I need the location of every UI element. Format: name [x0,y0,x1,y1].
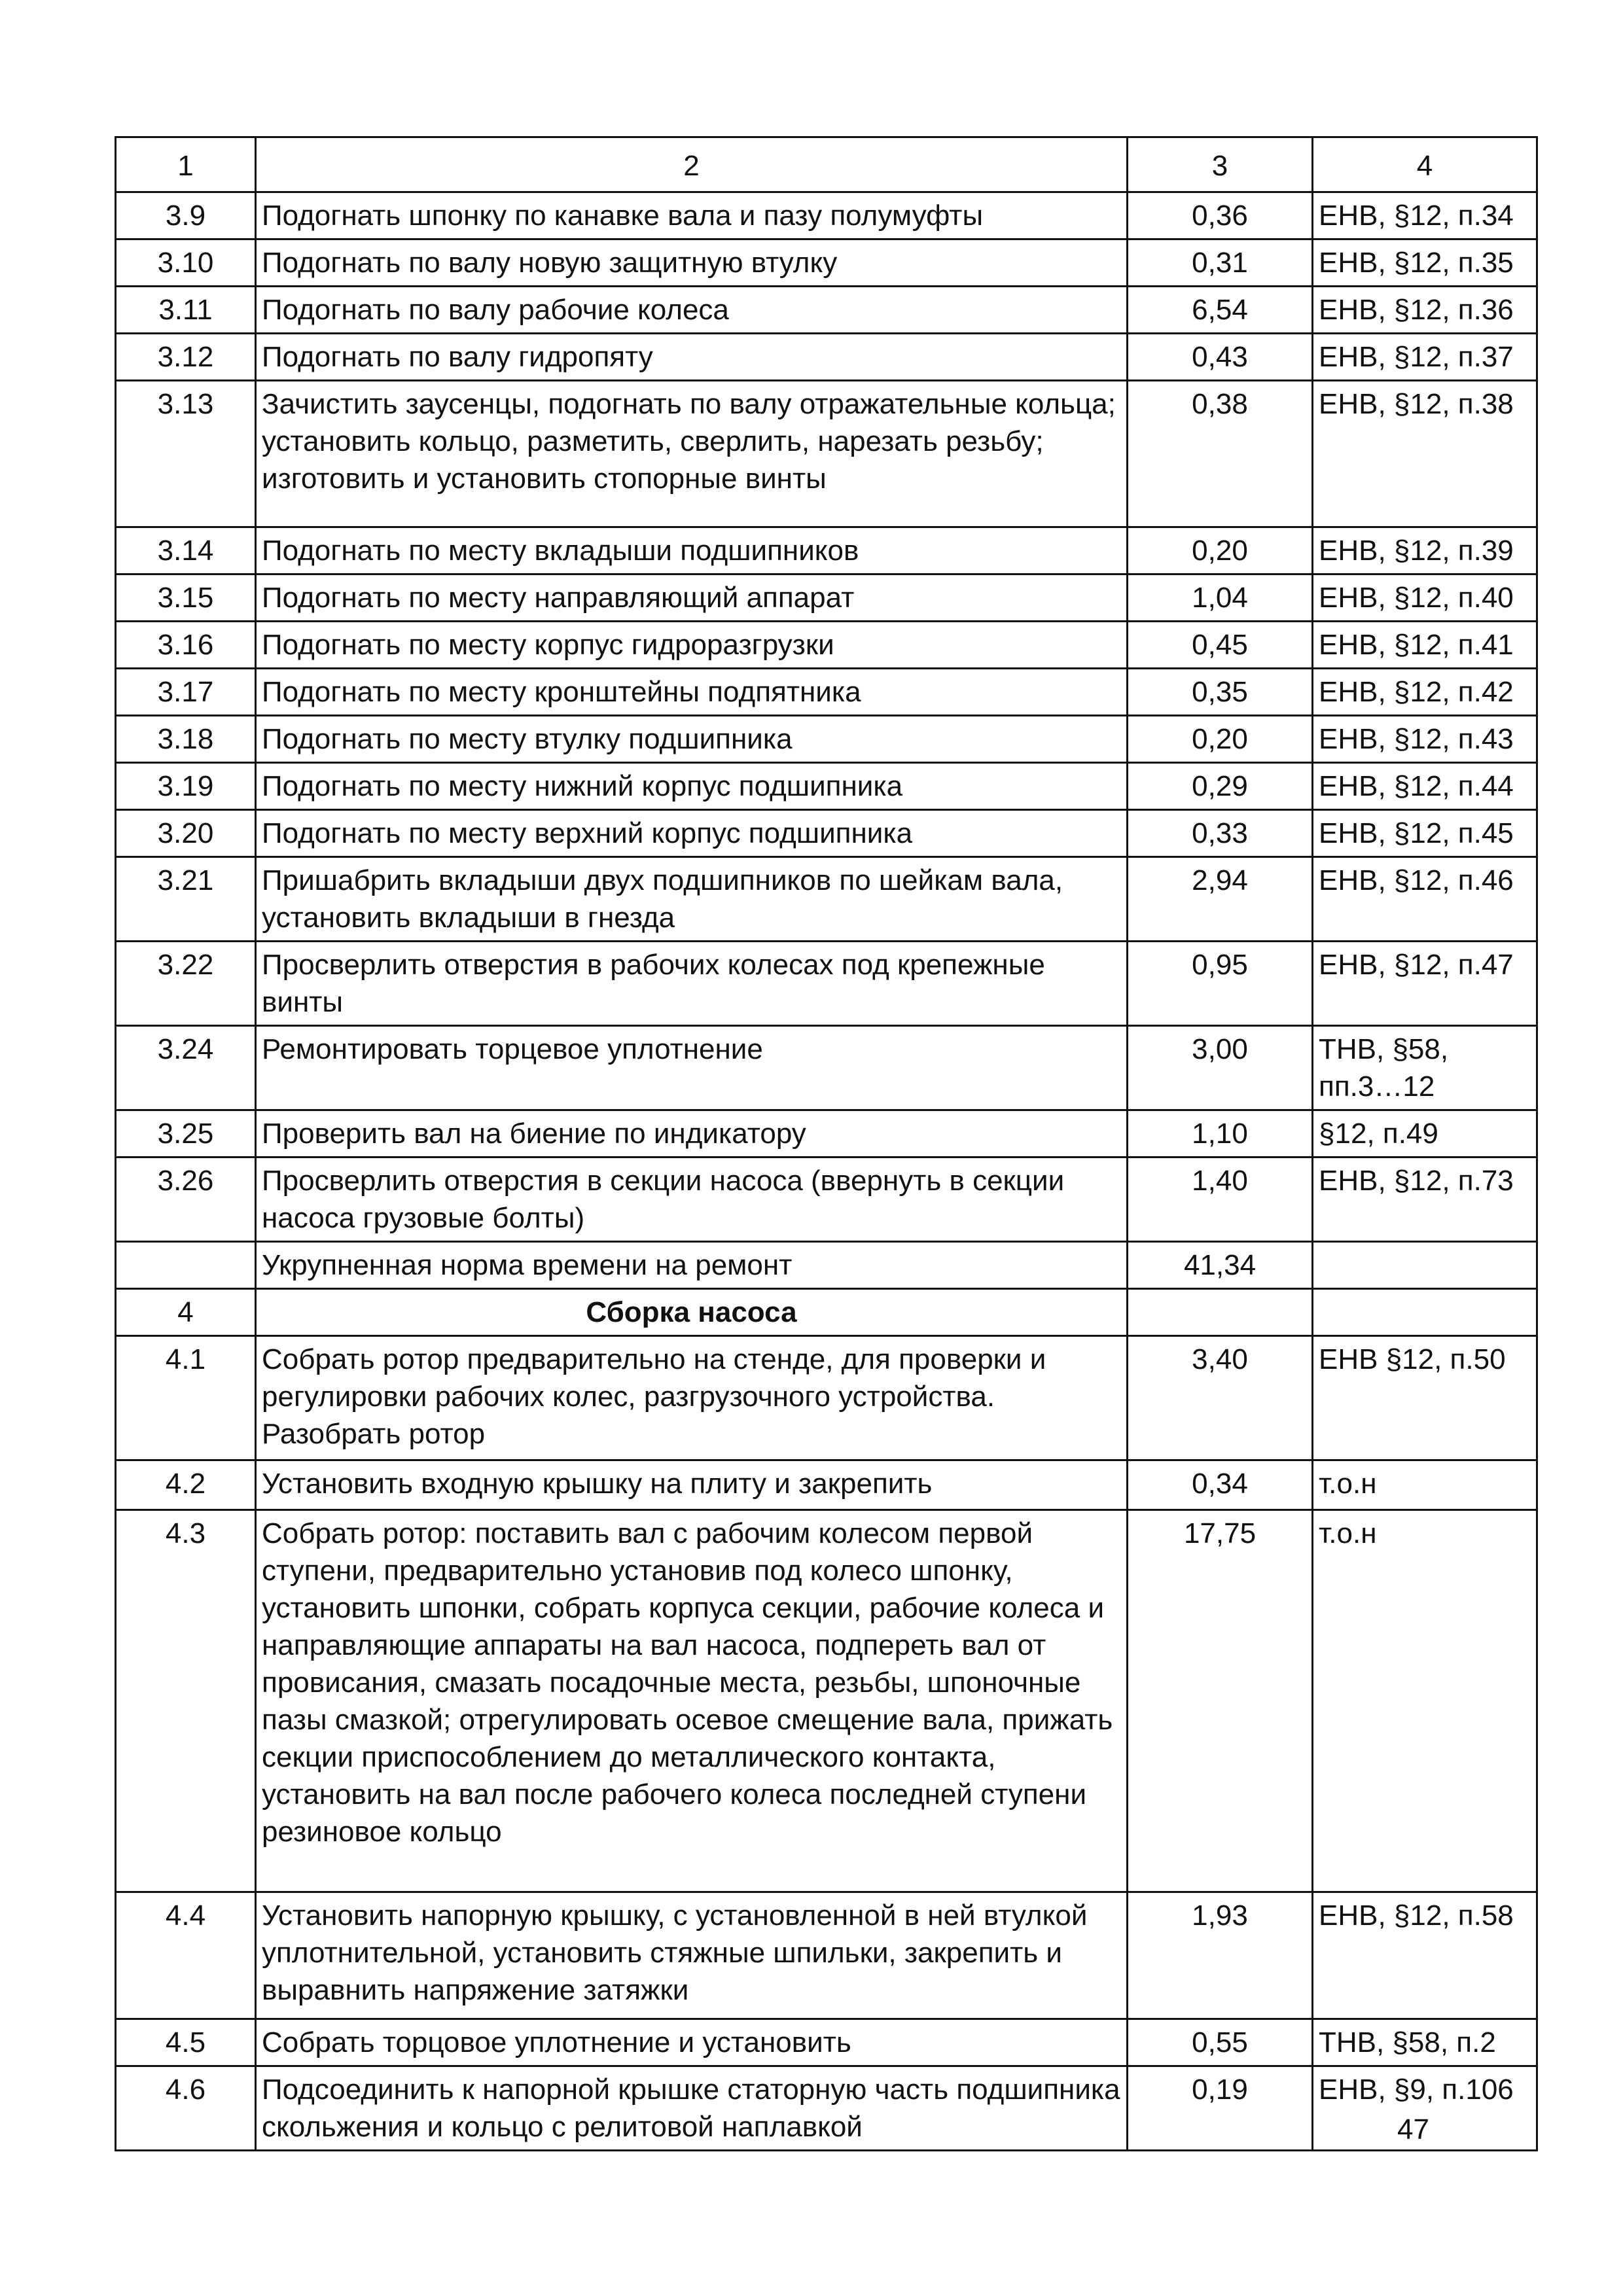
time-norm-cell: 0,33 [1128,810,1313,857]
table-row [116,622,1537,669]
norm-source-cell: ЕНВ, §12, п.46 [1313,857,1537,942]
norm-source-cell: ТНВ, §58, пп.3…12 [1313,1026,1537,1110]
norm-source-cell: ЕНВ, §12, п.39 [1313,527,1537,574]
row-number-cell: 3.20 [116,810,256,857]
operation-description-cell: Подогнать шпонку по канавке вала и пазу полумуфты [256,192,1128,239]
operation-description-cell: Подогнать по месту кронштейны подпятника [256,669,1128,716]
row-number-cell: 3.26 [116,1157,256,1242]
norm-source-cell: ЕНВ, §12, п.42 [1313,669,1537,716]
row-number-cell: 4 [116,1289,256,1336]
time-norm-cell: 1,10 [1128,1110,1313,1157]
table-row [116,2019,1537,2066]
header-cell-3: 3 [1128,137,1313,192]
norm-source-cell: ЕНВ, §12, п.41 [1313,622,1537,669]
time-norm-cell: 0,36 [1128,192,1313,239]
time-norm-cell: 0,34 [1128,1460,1313,1510]
norm-source-cell: ЕНВ, §12, п.35 [1313,239,1537,287]
row-number-cell: 3.13 [116,381,256,527]
norms-table-body [116,137,1537,2151]
table-row [116,1110,1537,1157]
time-norm-cell: 0,38 [1128,381,1313,527]
row-number-cell: 3.14 [116,527,256,574]
row-number-cell: 4.4 [116,1892,256,2019]
operation-description-cell: Просверлить отверстия в рабочих колесах под крепежные винты [256,942,1128,1026]
operation-description-cell: Просверлить отверстия в секции насоса (ввернуть в секции насоса грузовые болты) [256,1157,1128,1242]
row-number-cell: 4.6 [116,2066,256,2151]
time-norm-cell: 0,43 [1128,334,1313,381]
norm-source-cell: ЕНВ §12, п.50 [1313,1336,1537,1460]
row-number-cell: 3.18 [116,716,256,763]
operation-description-cell: Установить входную крышку на плиту и закрепить [256,1460,1128,1510]
page-number: 47 [1397,2113,1429,2146]
row-number-cell: 3.10 [116,239,256,287]
norm-source-cell: ЕНВ, §12, п.45 [1313,810,1537,857]
section-row [116,1289,1537,1336]
row-number-cell: 3.22 [116,942,256,1026]
row-number-cell: 3.21 [116,857,256,942]
row-number-cell: 4.3 [116,1510,256,1892]
time-norm-cell: 0,29 [1128,763,1313,810]
norm-source-cell: §12, п.49 [1313,1110,1537,1157]
row-number-cell: 3.19 [116,763,256,810]
header-cell-2: 2 [256,137,1128,192]
norm-source-cell [1313,1242,1537,1289]
operation-description-cell: Подогнать по месту корпус гидроразгрузки [256,622,1128,669]
operation-description-cell: Собрать торцовое уплотнение и установить [256,2019,1128,2066]
table-row [116,1242,1537,1289]
norm-source-cell: ЕНВ, §12, п.37 [1313,334,1537,381]
table-row [116,527,1537,574]
norm-source-cell: ЕНВ, §12, п.47 [1313,942,1537,1026]
row-number-cell: 4.1 [116,1336,256,1460]
table-row [116,1157,1537,1242]
row-number-cell [116,1242,256,1289]
header-cell-1: 1 [116,137,256,192]
table-row [116,716,1537,763]
time-norm-cell: 0,35 [1128,669,1313,716]
section-title-cell: Сборка насоса [256,1289,1128,1336]
norms-table [115,136,1538,2151]
row-number-cell: 3.17 [116,669,256,716]
table-row [116,669,1537,716]
operation-description-cell: Проверить вал на биение по индикатору [256,1110,1128,1157]
norm-source-cell: т.о.н [1313,1510,1537,1892]
table-row [116,1026,1537,1110]
norm-source-cell: ЕНВ, §12, п.58 [1313,1892,1537,2019]
time-norm-cell: 1,93 [1128,1892,1313,2019]
header-row [116,137,1537,192]
table-row [116,1892,1537,2019]
norm-source-cell: ЕНВ, §12, п.43 [1313,716,1537,763]
table-row [116,857,1537,942]
time-norm-cell: 0,20 [1128,527,1313,574]
table-row [116,574,1537,622]
table-row [116,1336,1537,1460]
time-norm-cell: 3,40 [1128,1336,1313,1460]
row-number-cell: 3.11 [116,287,256,334]
time-norm-cell: 1,40 [1128,1157,1313,1242]
norm-source-cell: т.о.н [1313,1460,1537,1510]
row-number-cell: 3.12 [116,334,256,381]
norm-source-cell: ЕНВ, §12, п.73 [1313,1157,1537,1242]
operation-description-cell: Ремонтировать торцевое уплотнение [256,1026,1128,1110]
header-cell-4: 4 [1313,137,1537,192]
operation-description-cell: Подсоединить к напорной крышке статорную часть подшипника скольжения и кольцо с релитовой наплавкой [256,2066,1128,2151]
row-number-cell: 3.9 [116,192,256,239]
time-norm-cell: 0,19 [1128,2066,1313,2151]
table-row [116,287,1537,334]
row-number-cell: 3.16 [116,622,256,669]
time-norm-cell [1128,1289,1313,1336]
operation-description-cell: Подогнать по валу рабочие колеса [256,287,1128,334]
table-row [116,810,1537,857]
table-row [116,2066,1537,2151]
time-norm-cell: 0,95 [1128,942,1313,1026]
time-norm-cell: 17,75 [1128,1510,1313,1892]
time-norm-cell: 41,34 [1128,1242,1313,1289]
table-row [116,1460,1537,1510]
norm-source-cell: ЕНВ, §12, п.44 [1313,763,1537,810]
table-row [116,763,1537,810]
norm-source-cell: ЕНВ, §12, п.40 [1313,574,1537,622]
norm-source-cell: ЕНВ, §12, п.38 [1313,381,1537,527]
table-row [116,239,1537,287]
time-norm-cell: 6,54 [1128,287,1313,334]
time-norm-cell: 0,20 [1128,716,1313,763]
operation-description-cell: Подогнать по месту верхний корпус подшипника [256,810,1128,857]
time-norm-cell: 0,31 [1128,239,1313,287]
norm-source-cell: ТНВ, §58, п.2 [1313,2019,1537,2066]
operation-description-cell: Собрать ротор: поставить вал с рабочим колесом первой ступени, предварительно установив под колесо шпонку, установить шпонки, собрать корпуса секции, рабочие колеса и направляющие аппараты на вал насоса, подпереть вал от провисания, смазать посадочные места, резьбы, шпоночные пазы смазкой; отрегулировать осевое смещение вала, прижать секции приспособлением до металлического контакта, установить на вал после рабочего колеса последней ступени резиновое кольцо [256,1510,1128,1892]
operation-description-cell: Подогнать по месту вкладыши подшипников [256,527,1128,574]
operation-description-cell: Подогнать по месту нижний корпус подшипника [256,763,1128,810]
operation-description-cell: Подогнать по месту втулку подшипника [256,716,1128,763]
operation-description-cell: Подогнать по валу новую защитную втулку [256,239,1128,287]
row-number-cell: 4.5 [116,2019,256,2066]
time-norm-cell: 1,04 [1128,574,1313,622]
time-norm-cell: 2,94 [1128,857,1313,942]
table-row [116,1510,1537,1892]
time-norm-cell: 3,00 [1128,1026,1313,1110]
row-number-cell: 3.25 [116,1110,256,1157]
operation-description-cell: Зачистить заусенцы, подогнать по валу отражательные кольца; установить кольцо, разметить, сверлить, нарезать резьбу; изготовить и установить стопорные винты [256,381,1128,527]
table-row [116,192,1537,239]
norm-source-cell: ЕНВ, §9, п.106 [1313,2066,1537,2151]
operation-description-cell: Укрупненная норма времени на ремонт [256,1242,1128,1289]
table-row [116,942,1537,1026]
norm-source-cell: ЕНВ, §12, п.36 [1313,287,1537,334]
row-number-cell: 3.24 [116,1026,256,1110]
operation-description-cell: Пришабрить вкладыши двух подшипников по шейкам вала, установить вкладыши в гнезда [256,857,1128,942]
operation-description-cell: Подогнать по валу гидропяту [256,334,1128,381]
operation-description-cell: Установить напорную крышку, с установленной в ней втулкой уплотнительной, установить стяжные шпильки, закрепить и выравнить напряжение затяжки [256,1892,1128,2019]
time-norm-cell: 0,55 [1128,2019,1313,2066]
time-norm-cell: 0,45 [1128,622,1313,669]
table-row [116,334,1537,381]
row-number-cell: 3.15 [116,574,256,622]
operation-description-cell: Собрать ротор предварительно на стенде, для проверки и регулировки рабочих колес, разгрузочного устройства. Разобрать ротор [256,1336,1128,1460]
norm-source-cell: ЕНВ, §12, п.34 [1313,192,1537,239]
row-number-cell: 4.2 [116,1460,256,1510]
norm-source-cell [1313,1289,1537,1336]
operation-description-cell: Подогнать по месту направляющий аппарат [256,574,1128,622]
table-row [116,381,1537,527]
